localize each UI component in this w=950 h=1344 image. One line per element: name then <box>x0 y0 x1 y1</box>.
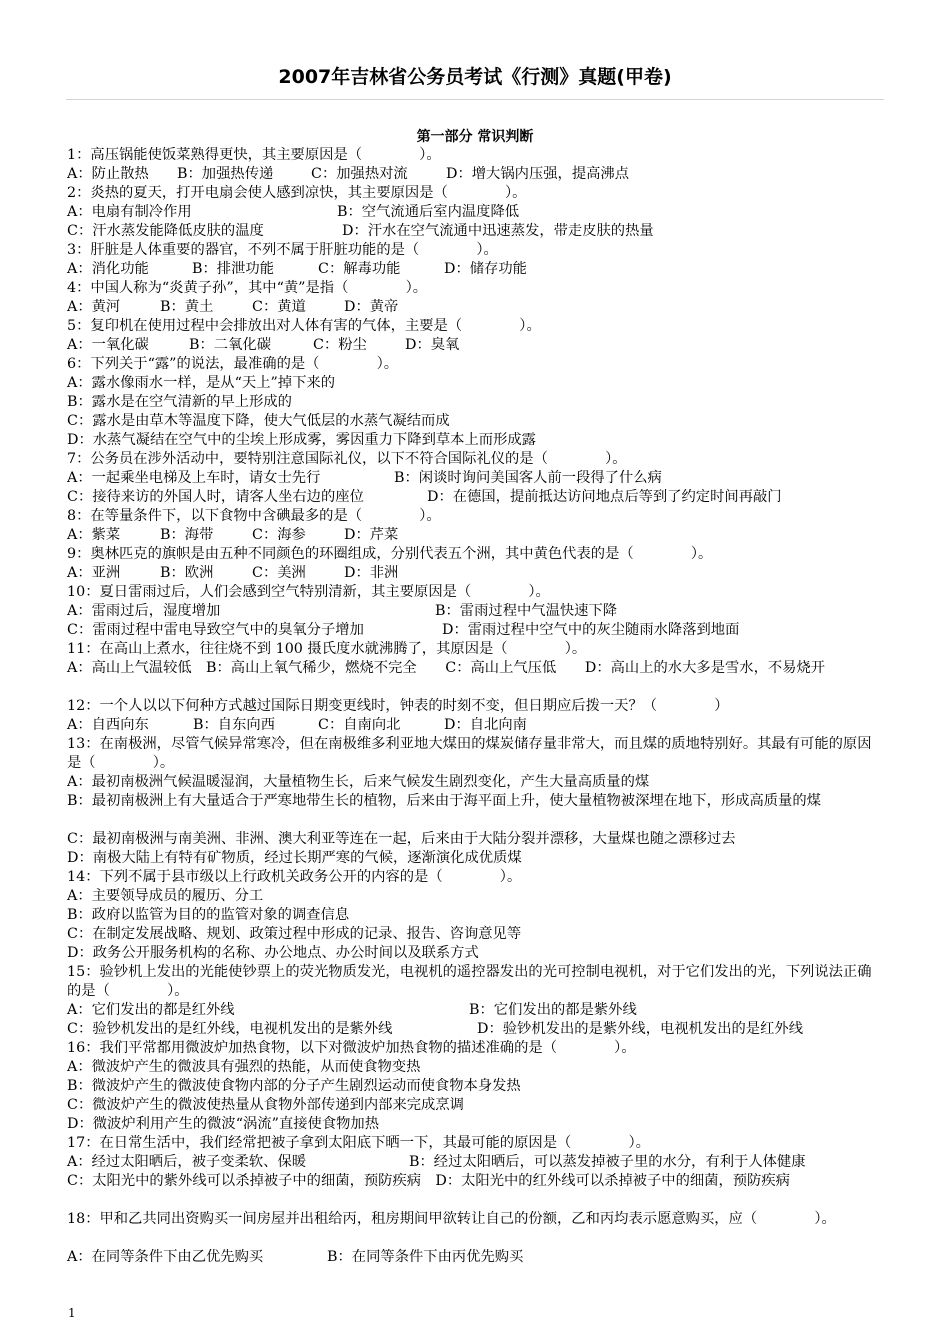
option-text: A：紫菜 <box>67 527 121 543</box>
text-line: 9：奥林匹克的旗帜是由五种不同颜色的环圈组成，分别代表五个洲，其中黄色代表的是（ ）。 <box>67 546 713 562</box>
question-list <box>67 146 885 1267</box>
page-number: 1 <box>68 1306 76 1320</box>
option-text: A：一氧化碳 <box>67 337 149 353</box>
text-line: B：露水是在空气清新的早上形成的 <box>67 394 292 410</box>
options-line <box>67 526 885 545</box>
options-line <box>67 336 885 355</box>
text-line: 8：在等量条件下，以下食物中含碘最多的是（ ）。 <box>67 508 441 524</box>
text-line: 3：肝脏是人体重要的器官，不列不属于肝脏功能的是（ ）。 <box>67 242 498 258</box>
text-line: 17：在日常生活中，我们经常把被子拿到太阳底下晒一下，其最可能的原因是（ ）。 <box>67 1135 650 1151</box>
option-text: D：验钞机发出的是紫外线，电视机发出的是红外线 <box>477 1021 803 1037</box>
option-text: A：消化功能 <box>67 261 149 277</box>
option-text: B：二氧化碳 <box>189 337 271 353</box>
option-text: B：自东向西 <box>193 717 275 733</box>
option-text: C：黄道 <box>252 299 306 315</box>
options-line <box>67 165 885 184</box>
options-line <box>67 469 885 488</box>
text-line: 6：下列关于“露”的说法，最准确的是（ ）。 <box>67 356 399 372</box>
options-line <box>67 602 885 621</box>
option-text: A：一起乘坐电梯及上车时，请女士先行 <box>67 470 321 486</box>
option-text: A：自西向东 <box>67 717 149 733</box>
option-text: C：自南向北 <box>318 717 401 733</box>
options-line <box>67 1020 885 1039</box>
text-line: 16：我们平常都用微波炉加热食物，以下对微波炉加热食物的描述准确的是（ ）。 <box>67 1040 636 1056</box>
option-text: A：亚洲 <box>67 565 121 581</box>
text-line: 4：中国人称为“炎黄子孙”，其中“黄”是指（ ）。 <box>67 280 428 296</box>
text-line: C：露水是由草木等温度下降，使大气低层的水蒸气凝结而成 <box>67 413 450 429</box>
option-text: C：接待来访的外国人时，请客人坐右边的座位 <box>67 489 364 505</box>
text-line: 15：验钞机上发出的光能使钞票上的荧光物质发光，电视机的遥控器发出的光可控制电视机，对于它们发出的光，下列说法正确的是（ ）。 <box>67 964 872 999</box>
option-text: A：防止散热 <box>67 166 149 182</box>
text-line: A：露水像雨水一样，是从“天上”掉下来的 <box>67 375 335 391</box>
options-line <box>67 203 885 222</box>
options-line <box>67 1153 885 1172</box>
text-line: C：最初南极洲与南美洲、非洲、澳大利亚等连在一起，后来由于大陆分裂并漂移，大量煤也随之漂移过去 <box>67 831 736 847</box>
options-line <box>67 298 885 317</box>
text-line: A：微波炉产生的微波具有强烈的热能，从而使食物变热 <box>67 1059 421 1075</box>
option-text: B：它们发出的都是紫外线 <box>469 1002 637 1018</box>
text-line: 2：炎热的夏天，打开电扇会使人感到凉快，其主要原因是（ ）。 <box>67 185 527 201</box>
option-text: C：解毒功能 <box>318 261 401 277</box>
option-text: C：加强热对流 <box>311 166 408 182</box>
text-line: A：高山上气温较低 B：高山上氧气稀少，燃烧不完全 C：高山上气压低 D：高山上的水大多是雪水，不易烧开 <box>67 660 826 676</box>
options-line <box>67 621 885 640</box>
text-line: C：微波炉产生的微波使热量从食物外部传递到内部来完成烹调 <box>67 1097 464 1113</box>
document-title: 2007年吉林省公务员考试《行测》真题(甲卷) <box>278 66 672 88</box>
header-divider <box>66 99 884 100</box>
options-line <box>67 222 885 241</box>
option-text: C：粉尘 <box>313 337 367 353</box>
option-text: D：臭氧 <box>405 337 460 353</box>
text-line: 13：在南极洲，尽管气候异常寒冷，但在南极维多利亚地大煤田的煤炭储存量非常大，而且煤的质地特别好。其最有可能的原因是（ ）。 <box>67 736 872 771</box>
option-text: D：非洲 <box>344 565 399 581</box>
text-line: 5：复印机在使用过程中会排放出对人体有害的气体，主要是（ ）。 <box>67 318 541 334</box>
option-text: B：雷雨过程中气温快速下降 <box>435 603 618 619</box>
option-text: D：芹菜 <box>344 527 399 543</box>
text-line: 12：一个人以以下何种方式越过国际日期变更线时，钟表的时刻不变，但日期应后拨一天？（ ） <box>67 698 729 714</box>
option-text: A：它们发出的都是红外线 <box>67 1002 235 1018</box>
option-text: C：验钞机发出的是红外线，电视机发出的是紫外线 <box>67 1021 393 1037</box>
option-text: D：雷雨过程中空气中的灰尘随雨水降落到地面 <box>442 622 740 638</box>
option-text: C：美洲 <box>252 565 306 581</box>
text-line: B：政府以监管为目的的监管对象的调查信息 <box>67 907 350 923</box>
option-text: B：排泄功能 <box>192 261 274 277</box>
option-text: C：海参 <box>252 527 306 543</box>
option-text: A：在同等条件下由乙优先购买 <box>67 1249 264 1265</box>
text-line: 1：高压锅能使饭菜熟得更快，其主要原因是（ ）。 <box>67 147 441 163</box>
text-line: C：太阳光中的紫外线可以杀掉被子中的细菌，预防疾病 D：太阳光中的红外线可以杀掉被子中的细菌，预防疾病 <box>67 1173 790 1189</box>
option-text: A：电扇有制冷作用 <box>67 204 192 220</box>
option-text: B：空气流通后室内温度降低 <box>337 204 520 220</box>
options-line <box>67 488 885 507</box>
text-line: D：政务公开服务机构的名称、办公地点、办公时间以及联系方式 <box>67 945 479 961</box>
text-line: A：最初南极洲气候温暖湿润，大量植物生长，后来气候发生剧烈变化，产生大量高质量的煤 <box>67 774 650 790</box>
options-line <box>67 1248 885 1267</box>
option-text: A：雷雨过后，湿度增加 <box>67 603 221 619</box>
text-line: D：微波炉利用产生的微波“涡流”直接使食物加热 <box>67 1116 380 1132</box>
option-text: B：经过太阳晒后，可以蒸发掉被子里的水分，有利于人体健康 <box>409 1154 806 1170</box>
text-line: C：在制定发展战略、规划、政策过程中形成的记录、报告、咨询意见等 <box>67 926 522 942</box>
option-text: B：黄土 <box>160 299 214 315</box>
section-heading: 第一部分 常识判断 <box>416 129 534 145</box>
option-text: B：加强热传递 <box>177 166 274 182</box>
option-text: A：经过太阳晒后，被子变柔软、保暖 <box>67 1154 307 1170</box>
option-text: A：黄河 <box>67 299 121 315</box>
option-text: C：汗水蒸发能降低皮肤的温度 <box>67 223 264 239</box>
text-line: B：微波炉产生的微波使食物内部的分子产生剧烈运动而使食物本身发热 <box>67 1078 521 1094</box>
text-line: 10：夏日雷雨过后，人们会感到空气特别清新，其主要原因是（ ）。 <box>67 584 550 600</box>
options-line <box>67 716 885 735</box>
options-line <box>67 260 885 279</box>
option-text: B：在同等条件下由丙优先购买 <box>327 1249 524 1265</box>
options-line <box>67 1001 885 1020</box>
text-line: D：南极大陆上有特有矿物质，经过长期严寒的气候，逐渐演化成优质煤 <box>67 850 522 866</box>
text-line: B：最初南极洲上有大量适合于严寒地带生长的植物，后来由于海平面上升，使大量植物被深埋在地下，形成高质量的煤 <box>67 793 821 809</box>
option-text: B：海带 <box>160 527 214 543</box>
option-text: C：雷雨过程中雷电导致空气中的臭氧分子增加 <box>67 622 364 638</box>
option-text: D：黄帝 <box>344 299 399 315</box>
text-line: D：水蒸气凝结在空气中的尘埃上形成雾，雾因重力下降到草本上而形成露 <box>67 432 536 448</box>
option-text: D：在德国，提前抵达访问地点后等到了约定时间再敲门 <box>427 489 782 505</box>
text-line: A：主要领导成员的履历、分工 <box>67 888 264 904</box>
text-line: 11：在高山上煮水，往往烧不到 100 摄氏度水就沸腾了，其原因是（ ）。 <box>67 641 587 657</box>
text-line: 18：甲和乙共同出资购买一间房屋并出租给丙，租房期间甲欲转让自己的份额，乙和丙均表示愿意购买，应（ ）。 <box>67 1211 836 1227</box>
option-text: D：自北向南 <box>444 717 527 733</box>
option-text: D：增大锅内压强，提高沸点 <box>446 166 630 182</box>
options-line <box>67 564 885 583</box>
option-text: B：闲谈时询问美国客人前一段得了什么病 <box>394 470 662 486</box>
text-line: 14：下列不属于县市级以上行政机关政务公开的内容的是（ ）。 <box>67 869 522 885</box>
option-text: D：汗水在空气流通中迅速蒸发，带走皮肤的热量 <box>342 223 654 239</box>
text-line: 7：公务员在涉外活动中，要特别注意国际礼仪，以下不符合国际礼仪的是（ ）。 <box>67 451 627 467</box>
option-text: D：储存功能 <box>444 261 527 277</box>
option-text: B：欧洲 <box>160 565 214 581</box>
